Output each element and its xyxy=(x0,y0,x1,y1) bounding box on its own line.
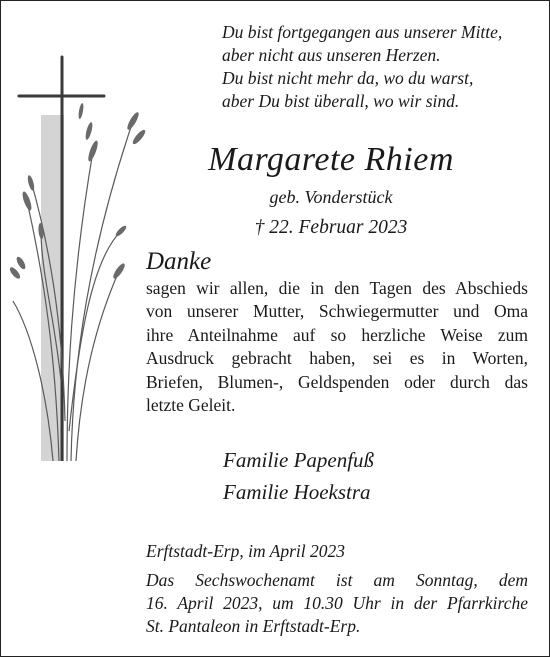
poem-line: aber Du bist überall, wo wir sind. xyxy=(222,91,460,111)
service-line: 16. April 2023, um 10.30 Uhr in der Pfarrkirche xyxy=(146,593,528,613)
thanks-line: Ausdruck gebracht haben, sei es in Worten, xyxy=(146,348,528,369)
thanks-heading: Danke xyxy=(146,248,212,275)
death-date: † 22. Februar 2023 xyxy=(254,217,408,238)
cross-icon xyxy=(19,57,104,461)
service-notice xyxy=(146,569,528,638)
thanks-line: Briefen, Blumen-, Geldspenden oder durch das xyxy=(146,371,528,392)
family-name: Familie Papenfuß xyxy=(223,448,375,472)
poem-line: Du bist fortgegangen aus unserer Mitte, xyxy=(222,22,503,42)
birth-name: geb. Vonderstück xyxy=(269,187,393,207)
grass-seed-heads xyxy=(8,103,147,281)
memorial-poem xyxy=(222,21,542,113)
poem-line: Du bist nicht mehr da, wo du warst, xyxy=(222,68,474,88)
thanks-line: von unserer Mutter, Schwiegermutter und Oma xyxy=(146,301,528,322)
deceased-name: Margarete Rhiem xyxy=(208,141,454,178)
grass-stalks xyxy=(13,121,133,461)
thanks-line: ihre Anteilnahme auf so herzliche Weise zum xyxy=(146,324,528,345)
thanks-text xyxy=(146,277,528,417)
poem-line: aber nicht aus unseren Herzen. xyxy=(222,45,441,65)
thanks-line: letzte Geleit. xyxy=(146,395,236,416)
cross-grass-illustration xyxy=(1,1,151,461)
service-line: St. Pantaleon in Erftstadt-Erp. xyxy=(146,616,361,636)
place-date: Erftstadt-Erp, im April 2023 xyxy=(146,541,345,561)
service-line: Das Sechswochenamt ist am Sonntag, dem xyxy=(146,570,528,590)
family-signatures xyxy=(223,444,374,508)
family-name: Familie Hoekstra xyxy=(223,480,371,504)
thanks-line: sagen wir allen, die in den Tagen des Abschieds xyxy=(146,278,528,298)
